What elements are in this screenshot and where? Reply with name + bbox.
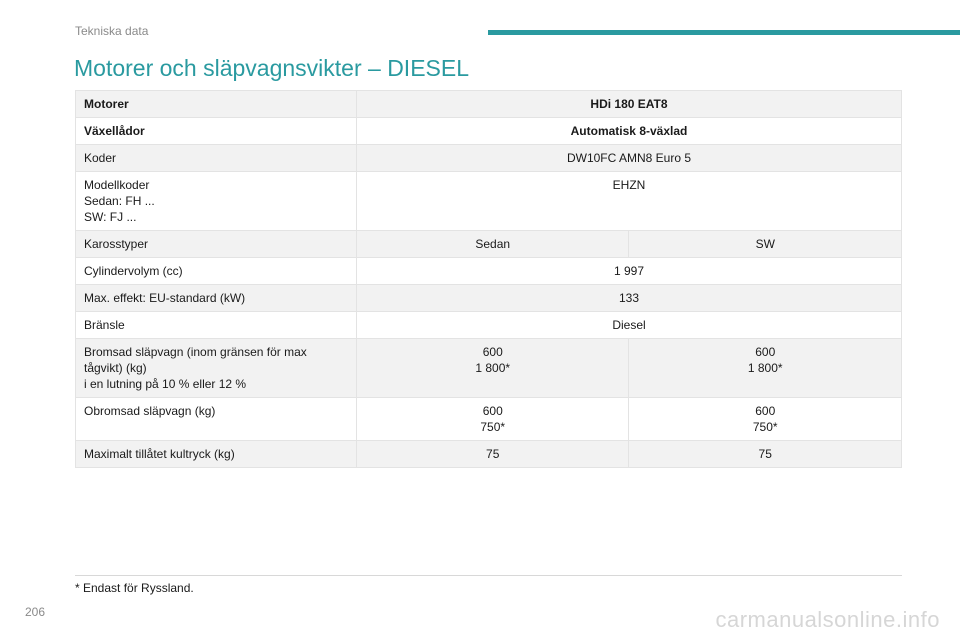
row-label: Karosstyper	[76, 231, 357, 258]
table-row	[76, 258, 902, 285]
row-label: Bromsad släpvagn (inom gränsen för max tågvikt) (kg) i en lutning på 10 % eller 12 %	[76, 339, 357, 398]
table-row	[76, 339, 902, 398]
sedan-value: 600 750*	[357, 398, 629, 441]
row-value: Diesel	[357, 312, 902, 339]
row-value: HDi 180 EAT8	[357, 91, 902, 118]
table-row	[76, 145, 902, 172]
footnote: * Endast för Ryssland.	[75, 581, 194, 595]
row-label: Koder	[76, 145, 357, 172]
row-value: DW10FC AMN8 Euro 5	[357, 145, 902, 172]
sw-value: 600 750*	[629, 398, 902, 441]
row-label: Växellådor	[76, 118, 357, 145]
table-row	[76, 398, 902, 441]
spec-table	[75, 90, 902, 468]
table-row	[76, 441, 902, 468]
sw-value: 75	[629, 441, 902, 468]
row-label: Bränsle	[76, 312, 357, 339]
table-row	[76, 231, 902, 258]
table-row	[76, 118, 902, 145]
row-label: Cylindervolym (cc)	[76, 258, 357, 285]
watermark: carmanualsonline.info	[715, 607, 940, 632]
footnote-divider	[75, 575, 902, 576]
table-row	[76, 312, 902, 339]
sedan-value: 600 1 800*	[357, 339, 629, 398]
header-accent-bar	[488, 30, 960, 35]
row-label: Obromsad släpvagn (kg)	[76, 398, 357, 441]
sw-value: SW	[629, 231, 902, 258]
row-label: Max. effekt: EU-standard (kW)	[76, 285, 357, 312]
row-label: Motorer	[76, 91, 357, 118]
row-label: Modellkoder Sedan: FH ... SW: FJ ...	[76, 172, 357, 231]
page-number: 206	[25, 605, 46, 619]
table-row	[76, 91, 902, 118]
sedan-value: Sedan	[357, 231, 629, 258]
section-label: Tekniska data	[75, 24, 149, 38]
page-title: Motorer och släpvagnsvikter – DIESEL	[74, 55, 470, 81]
row-value: Automatisk 8-växlad	[357, 118, 902, 145]
sw-value: 600 1 800*	[629, 339, 902, 398]
row-label: Maximalt tillåtet kultryck (kg)	[76, 441, 357, 468]
table-row	[76, 285, 902, 312]
row-value: EHZN	[357, 172, 902, 231]
sedan-value: 75	[357, 441, 629, 468]
table-row	[76, 172, 902, 231]
row-value: 1 997	[357, 258, 902, 285]
row-value: 133	[357, 285, 902, 312]
